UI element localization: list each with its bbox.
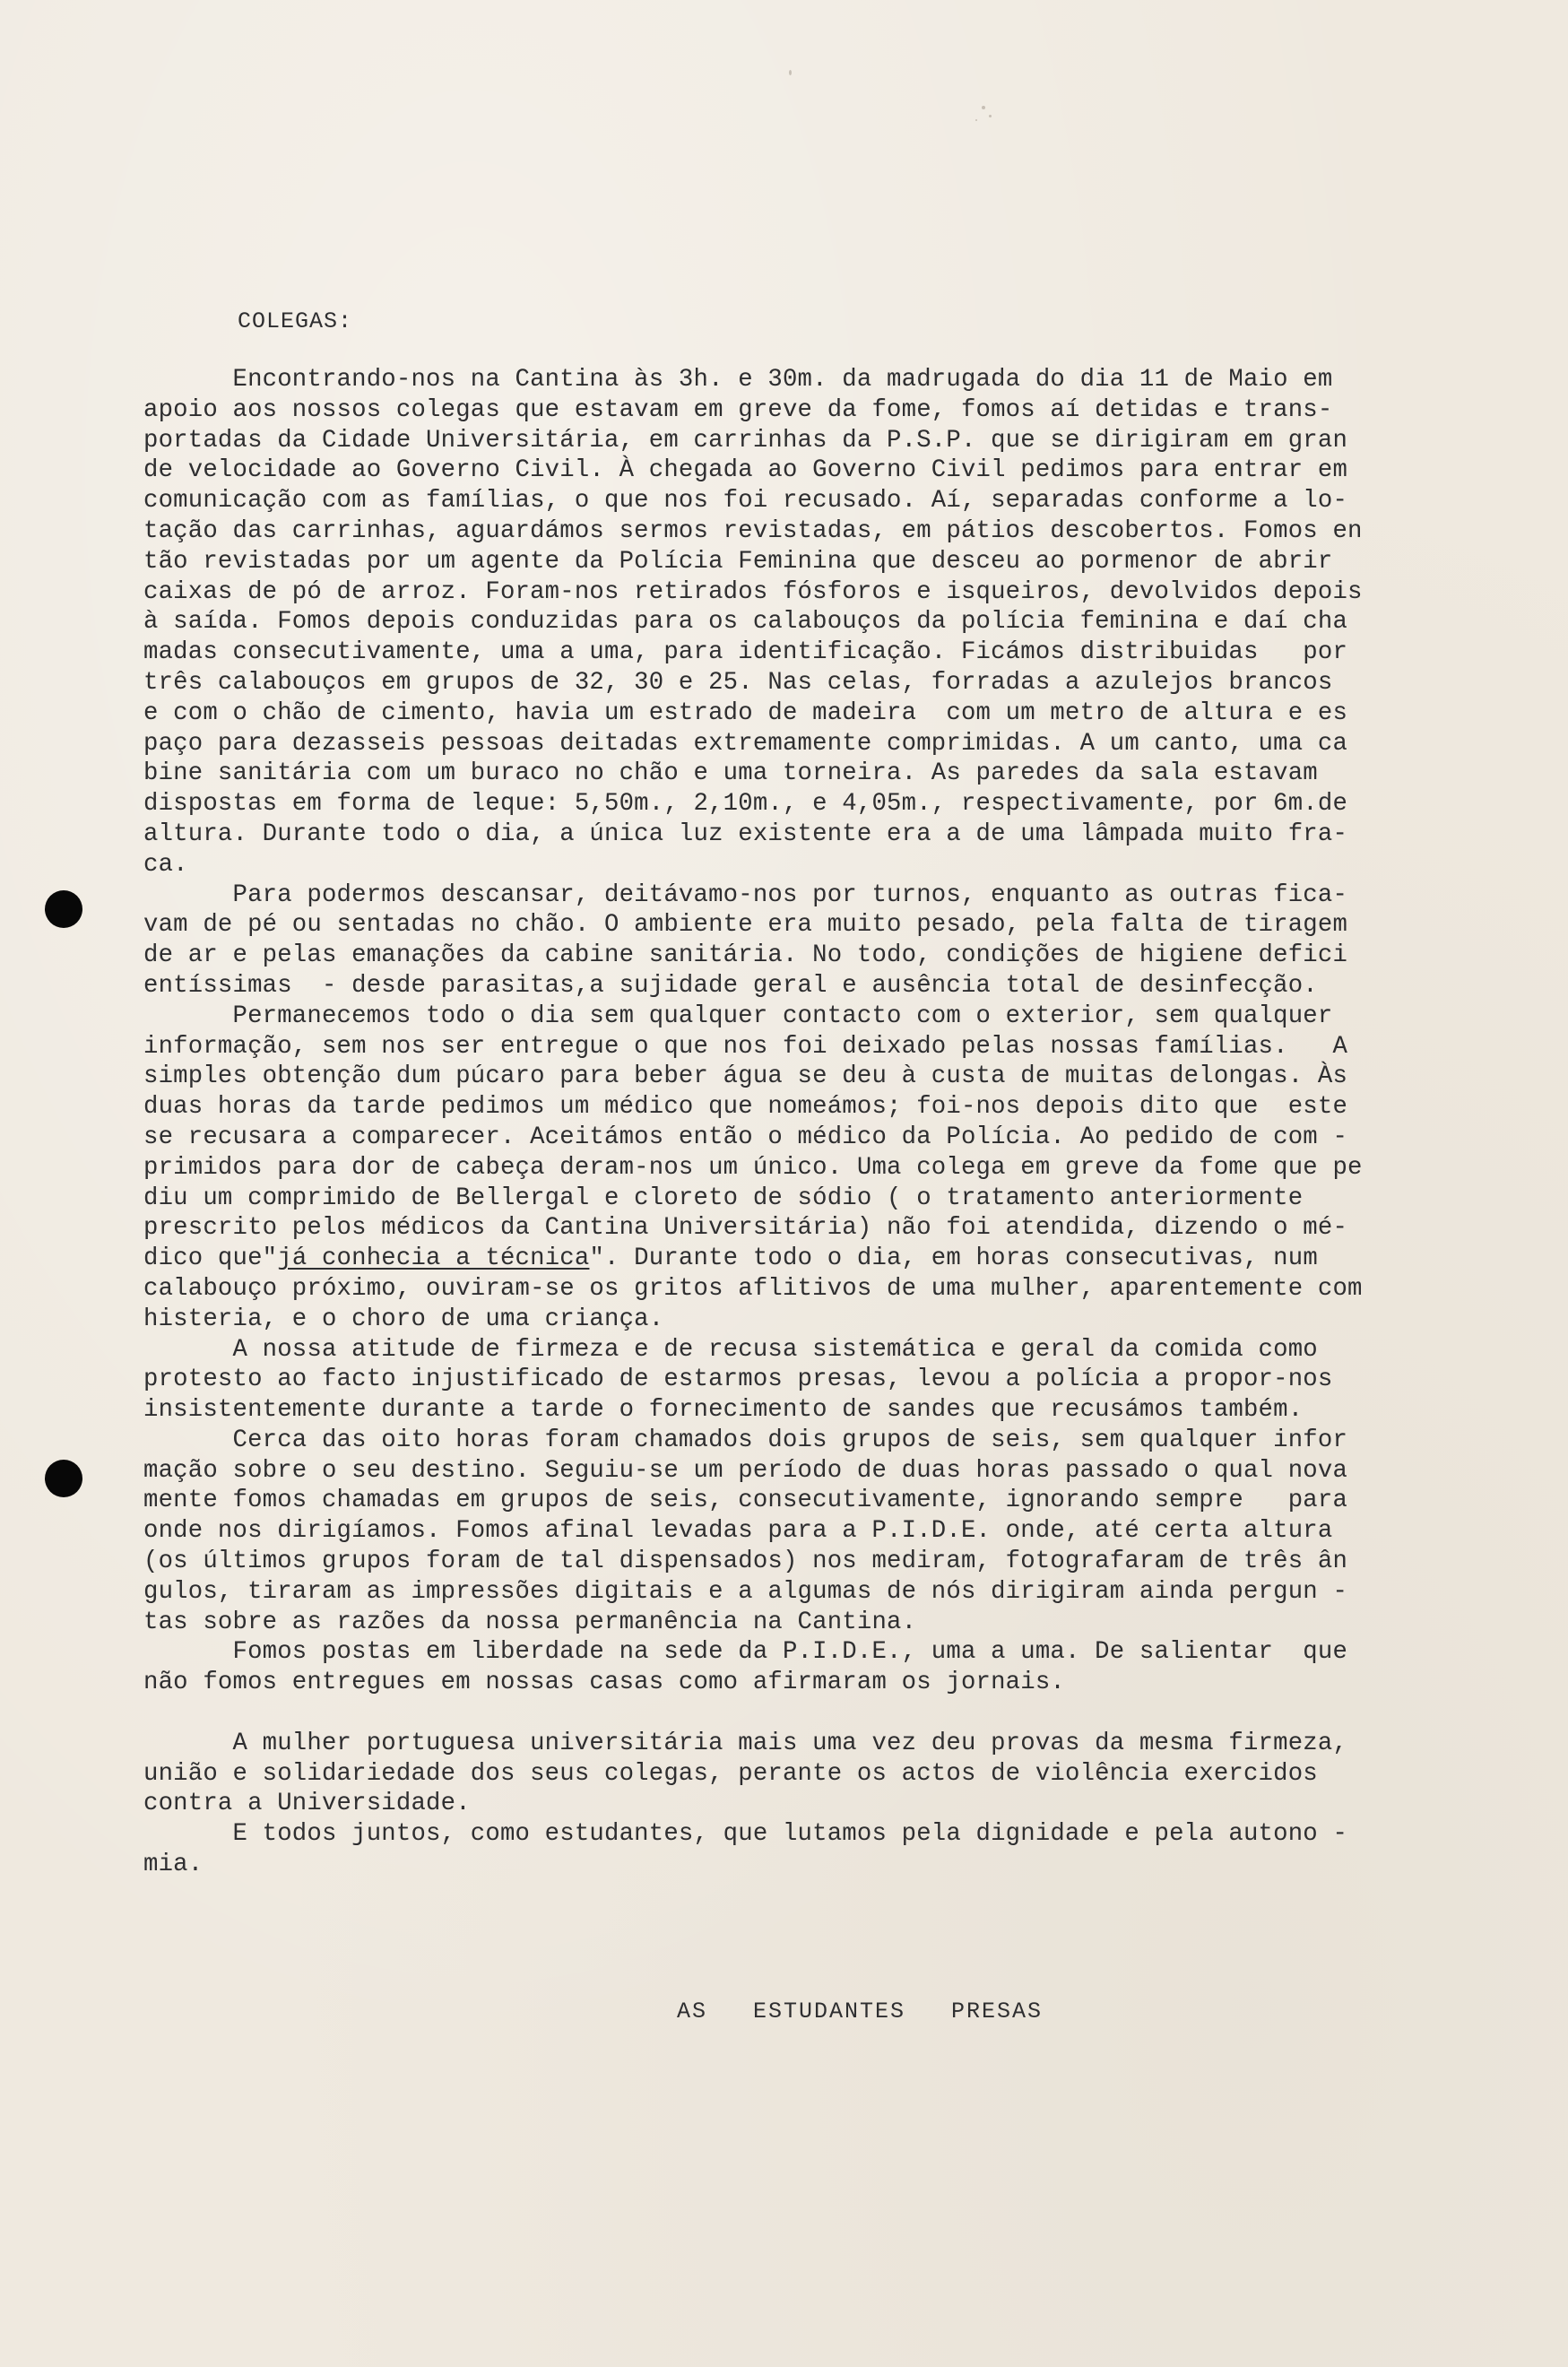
paper-speck xyxy=(789,70,792,75)
text-line: Fomos postas em liberdade na sede da P.I.D.E., uma a uma. De salientar que xyxy=(143,1638,1348,1667)
punch-hole-bottom xyxy=(45,1460,82,1497)
text-line: comunicação com as famílias, o que nos foi recusado. Aí, separadas conforme a lo- xyxy=(143,487,1348,516)
text-line: prescrito pelos médicos da Cantina Universitária) não foi atendida, dizendo o mé- xyxy=(143,1214,1348,1243)
text-line: informação, sem nos ser entregue o que nos foi deixado pelas nossas famílias. A xyxy=(143,1032,1348,1061)
text-line: calabouço próximo, ouviram-se os gritos aflitivos de uma mulher, aparentemente com xyxy=(143,1274,1363,1303)
paper-speck xyxy=(989,115,992,117)
text-line: dico que"já conhecia a técnica". Durante todo o dia, em horas consecutivas, num xyxy=(143,1244,1318,1273)
text-line: bine sanitária com um buraco no chão e uma torneira. As paredes da sala estavam xyxy=(143,759,1318,788)
text-line: protesto ao facto injustificado de estarmos presas, levou a polícia a propor-nos xyxy=(143,1366,1333,1394)
text-line: união e solidariedade dos seus colegas, perante os actos de violência exercidos xyxy=(143,1759,1318,1788)
text-line: A mulher portuguesa universitária mais uma vez deu provas da mesma firmeza, xyxy=(143,1729,1348,1757)
text-line: tas sobre as razões da nossa permanência na Cantina. xyxy=(143,1608,917,1636)
text-line: tação das carrinhas, aguardámos sermos revistadas, em pátios descobertos. Fomos en xyxy=(143,516,1363,545)
punch-hole-top xyxy=(45,890,82,928)
text-line: mação sobre o seu destino. Seguiu-se um período de duas horas passado o qual nova xyxy=(143,1456,1348,1485)
text-line: onde nos dirigíamos. Fomos afinal levadas para a P.I.D.E. onde, até certa altura xyxy=(143,1517,1333,1546)
text-line: mente fomos chamadas em grupos de seis, consecutivamente, ignorando sempre para xyxy=(143,1487,1348,1515)
text-line: Cerca das oito horas foram chamados dois grupos de seis, sem qualquer infor xyxy=(143,1426,1348,1454)
text-line: Para podermos descansar, deitávamo-nos por turnos, enquanto as outras fica- xyxy=(143,880,1348,909)
text-line: primidos para dor de cabeça deram-nos um único. Uma colega em greve da fome que pe xyxy=(143,1153,1363,1182)
letter-body xyxy=(143,365,1461,1880)
text-line: duas horas da tarde pedimos um médico que nomeámos; foi-nos depois dito que este xyxy=(143,1093,1348,1122)
underlined-quote: já conhecia a técnica xyxy=(277,1244,590,1273)
paper-speck xyxy=(982,106,985,109)
text-line: apoio aos nossos colegas que estavam em greve da fome, fomos aí detidas e trans- xyxy=(143,395,1333,424)
salutation-heading: COLEGAS: xyxy=(238,308,353,334)
text-line: três calabouços em grupos de 32, 30 e 25. Nas celas, forradas a azulejos brancos xyxy=(143,668,1333,697)
text-line: não fomos entregues em nossas casas como afirmaram os jornais. xyxy=(143,1669,1066,1697)
text-line: dispostas em forma de leque: 5,50m., 2,10m., e 4,05m., respectivamente, por 6m.de xyxy=(143,790,1348,819)
text-line: E todos juntos, como estudantes, que lutamos pela dignidade e pela autono - xyxy=(143,1820,1348,1849)
text-line: diu um comprimido de Bellergal e cloreto de sódio ( o tratamento anteriormente xyxy=(143,1184,1304,1212)
text-line: portadas da Cidade Universitária, em carrinhas da P.S.P. que se dirigiram em gran xyxy=(143,426,1348,455)
text-line: madas consecutivamente, uma a uma, para identificação. Ficámos distribuidas por xyxy=(143,638,1348,667)
signature-line: AS ESTUDANTES PRESAS xyxy=(677,1999,1044,2025)
text-line: mia. xyxy=(143,1851,204,1879)
text-line: paço para dezasseis pessoas deitadas extremamente comprimidas. A um canto, uma ca xyxy=(143,729,1348,758)
text-line: gulos, tiraram as impressões digitais e a algumas de nós dirigiram ainda pergun - xyxy=(143,1577,1348,1606)
text-line: Permanecemos todo o dia sem qualquer contacto com o exterior, sem qualquer xyxy=(143,1001,1333,1030)
text-line: Encontrando-nos na Cantina às 3h. e 30m. da madrugada do dia 11 de Maio em xyxy=(143,366,1333,394)
text-line: de ar e pelas emanações da cabine sanitária. No todo, condições de higiene defici xyxy=(143,941,1348,970)
paper-speck xyxy=(975,119,977,121)
text-line: vam de pé ou sentadas no chão. O ambiente era muito pesado, pela falta de tiragem xyxy=(143,911,1348,940)
text-line: altura. Durante todo o dia, a única luz existente era a de uma lâmpada muito fra- xyxy=(143,819,1348,848)
text-line: (os últimos grupos foram de tal dispensados) nos mediram, fotografaram de três ân xyxy=(143,1548,1348,1576)
text-line: contra a Universidade. xyxy=(143,1790,471,1818)
text-line: e com o chão de cimento, havia um estrado de madeira com um metro de altura e es xyxy=(143,698,1348,727)
text-line: caixas de pó de arroz. Foram-nos retirados fósforos e isqueiros, devolvidos depois xyxy=(143,577,1363,606)
text-line: ca. xyxy=(143,850,188,879)
text-line: tão revistadas por um agente da Polícia Feminina que desceu ao pormenor de abrir xyxy=(143,547,1333,576)
text-line: entíssimas - desde parasitas,a sujidade geral e ausência total de desinfecção. xyxy=(143,971,1318,1000)
text-line: simples obtenção dum púcaro para beber água se deu à custa de muitas delongas. Às xyxy=(143,1062,1348,1091)
text-line: insistentemente durante a tarde o fornecimento de sandes que recusámos também. xyxy=(143,1396,1304,1425)
text-line xyxy=(143,1698,1461,1729)
text-line: de velocidade ao Governo Civil. À chegada ao Governo Civil pedimos para entrar em xyxy=(143,456,1348,485)
text-line: histeria, e o choro de uma criança. xyxy=(143,1305,664,1333)
text-line: A nossa atitude de firmeza e de recusa sistemática e geral da comida como xyxy=(143,1335,1318,1364)
text-line: à saída. Fomos depois conduzidas para os calabouços da polícia feminina e daí cha xyxy=(143,608,1348,637)
text-line: se recusara a comparecer. Aceitámos então o médico da Polícia. Ao pedido de com - xyxy=(143,1123,1348,1151)
